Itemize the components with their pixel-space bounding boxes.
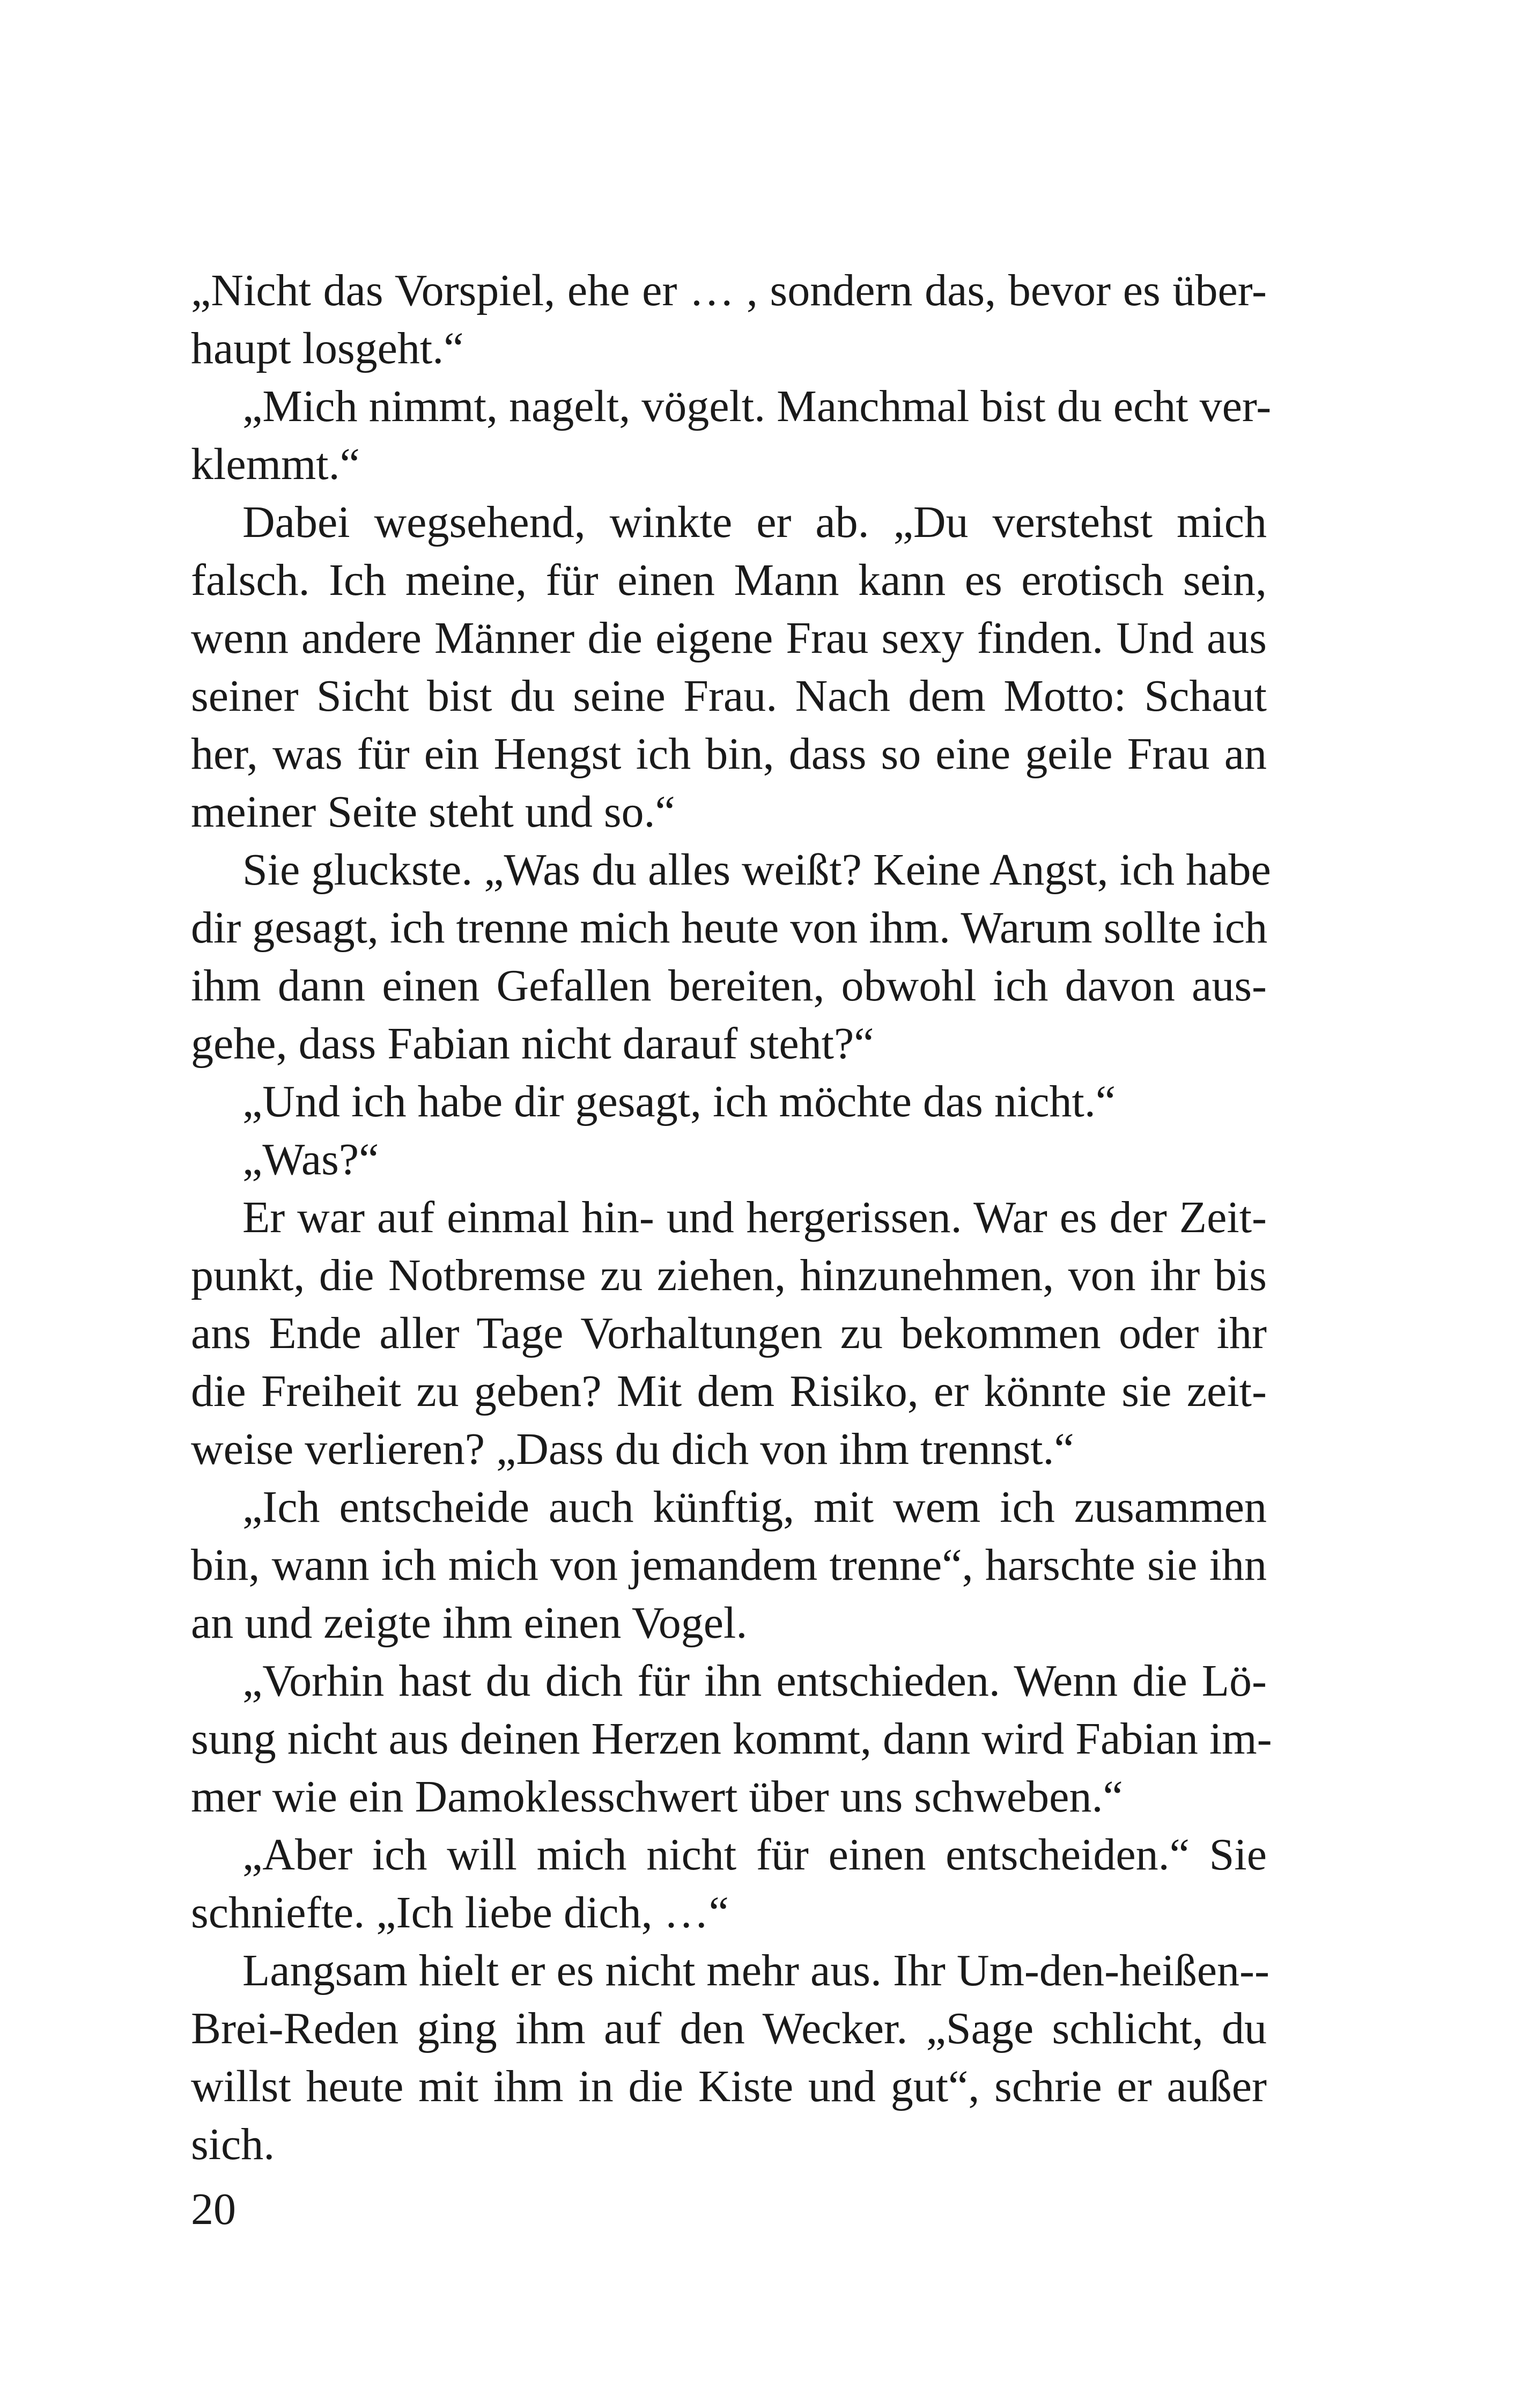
text-line: mer wie ein Damoklesschwert über uns schweben.“ (191, 1772, 1123, 1822)
text-line: bin, wann ich mich von jemandem trenne“, harschte sie ihn (191, 1540, 1267, 1590)
text-line: „Nicht das Vorspiel, ehe er … , sondern das, bevor es über- (191, 266, 1267, 315)
text-line: „Mich nimmt, nagelt, vögelt. Manchmal bist du echt ver- (242, 381, 1272, 431)
text-line: her, was für ein Hengst ich bin, dass so eine geile Frau an (191, 729, 1267, 779)
text-line: klemmt.“ (191, 439, 360, 489)
text-line: punkt, die Notbremse zu ziehen, hinzunehmen, von ihr bis (191, 1250, 1267, 1300)
text-line: weise verlieren? „Dass du dich von ihm trennst.“ (191, 1424, 1074, 1474)
text-line: die Freiheit zu geben? Mit dem Risiko, er könnte sie zeit- (191, 1366, 1267, 1416)
text-line: Langsam hielt er es nicht mehr aus. Ihr Um-den-heißen-- (242, 1946, 1269, 1995)
text-line: sich. (191, 2119, 275, 2169)
text-line: Brei-Reden ging ihm auf den Wecker. „Sage schlicht, du (191, 2004, 1267, 2053)
text-line: schniefte. „Ich liebe dich, …“ (191, 1888, 729, 1938)
text-line: ans Ende aller Tage Vorhaltungen zu bekommen oder ihr (191, 1308, 1267, 1358)
text-line: ihm dann einen Gefallen bereiten, obwohl ich davon aus- (191, 961, 1267, 1011)
text-line: willst heute mit ihm in die Kiste und gut“, schrie er außer (191, 2061, 1267, 2111)
text-line: dir gesagt, ich trenne mich heute von ihm. Warum sollte ich (191, 903, 1268, 953)
text-line: „Vorhin hast du dich für ihn entschieden. Wenn die Lö- (242, 1656, 1267, 1706)
text-line: wenn andere Männer die eigene Frau sexy finden. Und aus (191, 613, 1267, 663)
text-line: Dabei wegsehend, winkte er ab. „Du verstehst mich (242, 497, 1267, 547)
text-line: falsch. Ich meine, für einen Mann kann es erotisch sein, (191, 555, 1267, 605)
text-line: meiner Seite steht und so.“ (191, 787, 675, 837)
text-line: „Was?“ (242, 1135, 379, 1184)
text-line: Er war auf einmal hin- und hergerissen. War es der Zeit- (242, 1192, 1267, 1242)
page-number: 20 (191, 2184, 236, 2234)
text-line: gehe, dass Fabian nicht darauf steht?“ (191, 1019, 874, 1069)
text-line: seiner Sicht bist du seine Frau. Nach dem Motto: Schaut (191, 671, 1267, 721)
text-line: „Aber ich will mich nicht für einen entscheiden.“ Sie (242, 1830, 1267, 1880)
text-line: an und zeigte ihm einen Vogel. (191, 1598, 748, 1648)
text-line: sung nicht aus deinen Herzen kommt, dann wird Fabian im- (191, 1714, 1272, 1764)
text-line: haupt losgeht.“ (191, 323, 464, 373)
body-text (191, 262, 1272, 2174)
text-line: „Und ich habe dir gesagt, ich möchte das nicht.“ (242, 1077, 1116, 1126)
text-line: Sie gluckste. „Was du alles weißt? Keine Angst, ich habe (242, 845, 1271, 895)
text-line: „Ich entscheide auch künftig, mit wem ich zusammen (242, 1482, 1267, 1532)
